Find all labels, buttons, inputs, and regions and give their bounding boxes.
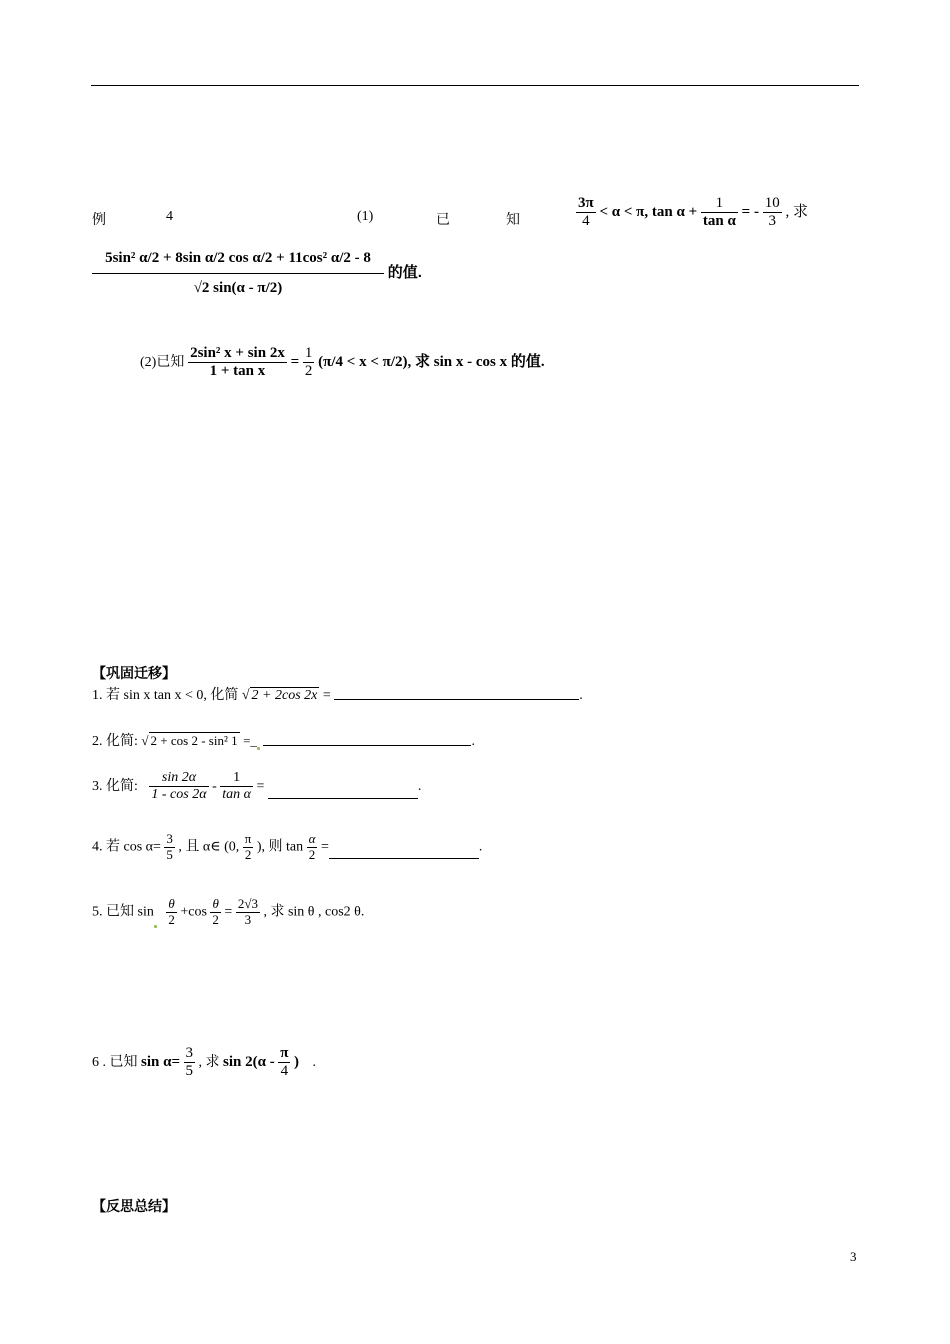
big-fraction: $\frac{\text{5sin² α/2 + 8sin α/2 cos α/2 + 11cos² α/2 - 8}}{√2 \sin(\alpha - \pi/2)}$ 的值. xyxy=(92,250,422,298)
fraction-3pi-4: $\frac{3\pi}{4}$ xyxy=(578,195,594,230)
question-1: 1. 若 sin x tan x < 0, 化简 √ 2 + 2cos 2x = . xyxy=(92,688,583,703)
fraction-1-tan: $\frac{1}{\text{tan α}}$ xyxy=(702,195,736,230)
example-number: 4 xyxy=(166,209,173,224)
question-3: 3. 化简: $\frac{\sin 2\alpha}{1 - \cos 2\alpha}$ - $\frac{1}{\text{tan α}}$ = . xyxy=(92,770,422,803)
question-6: 6 . 已知 sin α= $\frac{3}{5}$ , 求 sin 2(α - $\frac{\pi}{4}$ ) . xyxy=(92,1045,316,1080)
question-4: 4. 若 cos α= $\frac{3}{5}$ , 且 α∈ (0, $\frac{\pi}{2}$ ), 则 tan $\frac{\alpha}{2}$ = . xyxy=(92,831,483,862)
answer-blank-4[interactable] xyxy=(329,857,479,859)
example-label: 例 xyxy=(92,213,106,228)
part1-label: (1) xyxy=(357,209,374,224)
page-number: 3 xyxy=(850,1249,857,1264)
question-2: 2. 化简: √ 2 + cos 2 - sin² 1 =_ . xyxy=(92,733,475,749)
section-title-reflection: 【反思总结】 xyxy=(92,1200,176,1215)
answer-blank-1[interactable] xyxy=(334,698,579,700)
condition-expression: $\frac{3\pi}{4}$ < α < π, tan α + $\frac{1}{\text{tan α}}$ = - $\frac{10}{3}$ , 求 xyxy=(578,195,808,230)
part2-line: (2)已知 $\frac{\text{2sin² x + sin 2x}}{\text{1 + tan x}}$ = $\frac{1}{2}$ (π/4 < x < π/2), 求 sin x - cos x 的值. xyxy=(140,345,545,380)
question-5: 5. 已知 sin $\frac{\theta}{2}$ +cos $\frac{\theta}{2}$ = $\frac{2√3}{3}$ , 求 sin θ , cos2 θ. xyxy=(92,896,365,927)
header-rule xyxy=(91,85,859,86)
section-title-practice: 【巩固迁移】 xyxy=(92,667,176,682)
answer-blank-2[interactable] xyxy=(263,744,471,746)
zhi-char: 知 xyxy=(506,213,520,228)
fraction-10-3: $\frac{10}{3}$ xyxy=(764,195,780,230)
yi-char: 已 xyxy=(436,213,450,228)
answer-blank-3[interactable] xyxy=(268,797,418,799)
